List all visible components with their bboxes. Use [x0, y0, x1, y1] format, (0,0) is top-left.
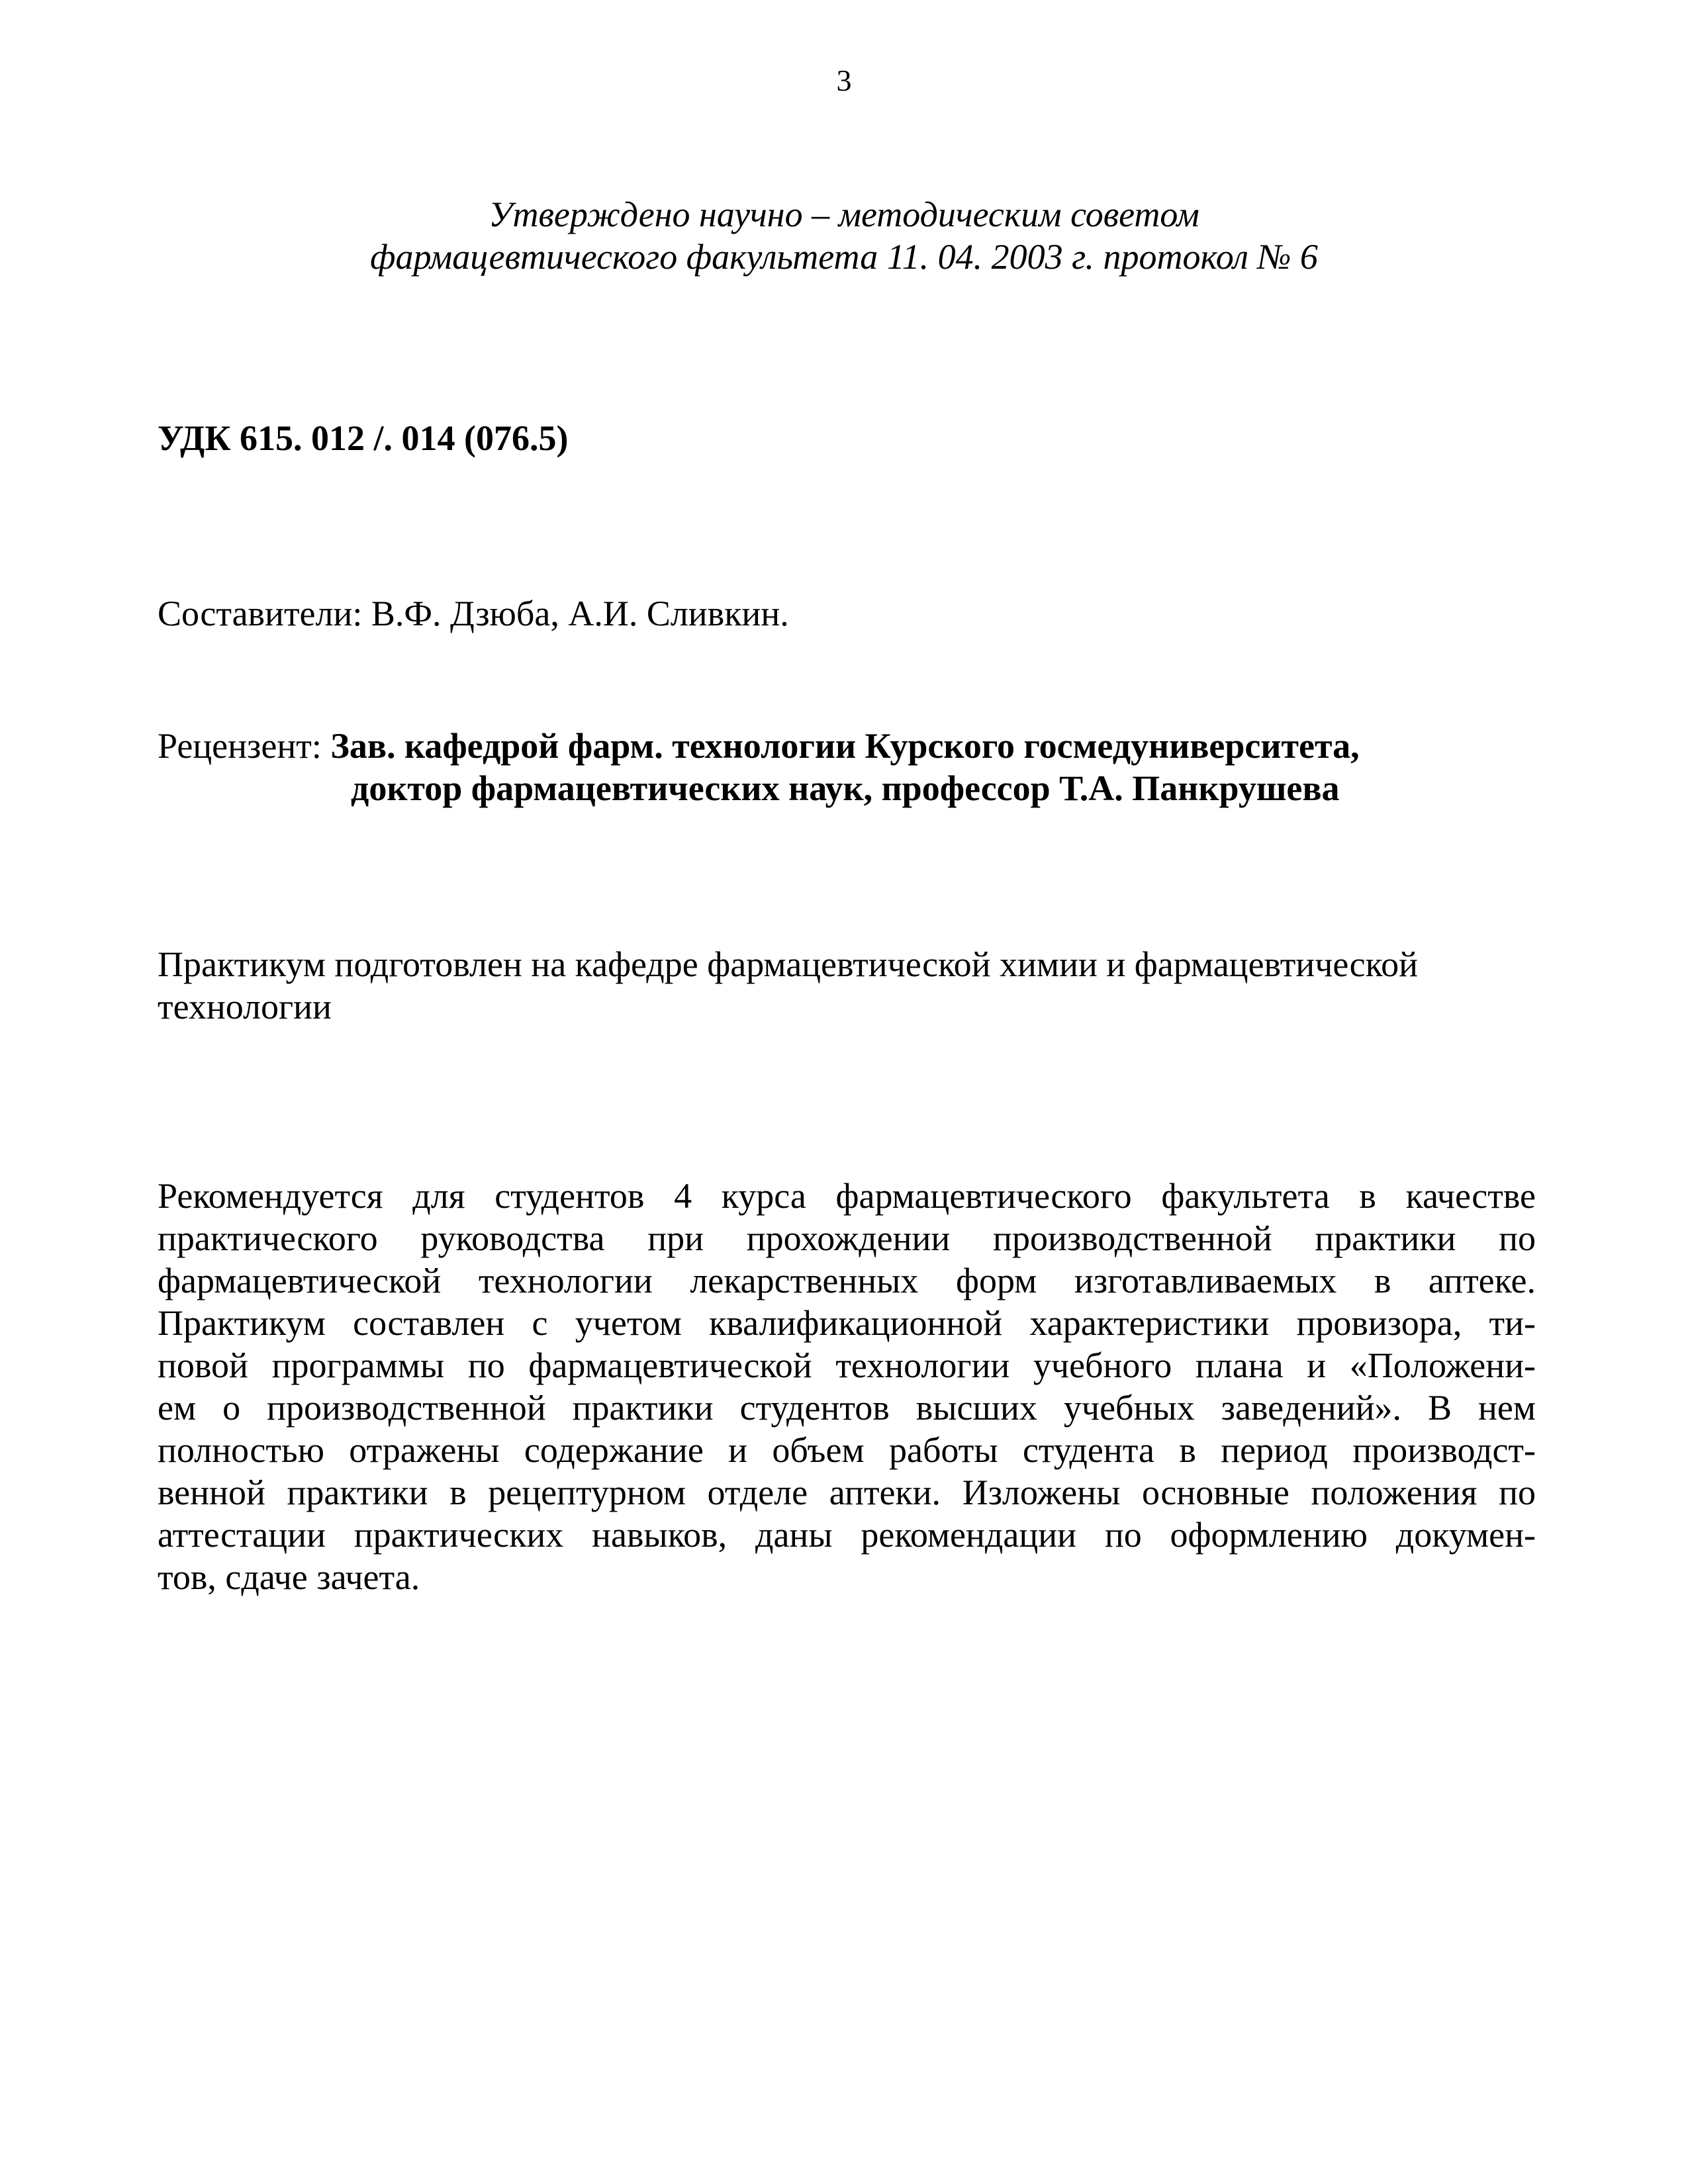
recommendation-line: фармацевтической технологии лекарственных форм изготавливаемых в аптеке. [158, 1261, 1536, 1300]
approval-note [0, 193, 1688, 278]
reviewer-line-1 [158, 725, 1548, 767]
recommendation-line: практического руководства при прохождении производственной практики по [158, 1218, 1536, 1258]
recommendation-line: венной практики в рецептурном отделе аптеки. Изложены основные положения по [158, 1473, 1536, 1512]
reviewer-degree: доктор фармацевтических наук, профессор Т.А. Панкрушева [351, 768, 1340, 808]
udk-code: УДК 615. 012 /. 014 (076.5) [158, 418, 569, 458]
recommendation-line: повой программы по фармацевтической технологии учебного плана и «Положени- [158, 1345, 1536, 1385]
recommendation-paragraph [158, 1175, 1536, 1598]
recommendation-line: полностью отражены содержание и объем работы студента в период производст- [158, 1430, 1536, 1470]
prepared-note [158, 943, 1534, 1028]
recommendation-line: ем о производственной практики студентов высших учебных заведений». В нем [158, 1388, 1536, 1428]
prepared-line-2: технологии [158, 987, 332, 1026]
reviewer-position: Зав. кафедрой фарм. технологии Курского госмедуниверситета, [330, 726, 1360, 766]
approval-line-2: фармацевтического факультета 11. 04. 2003 г. протокол № 6 [370, 237, 1318, 277]
recommendation-line: Практикум составлен с учетом квалификационной характеристики провизора, ти- [158, 1303, 1536, 1343]
recommendation-line: тов, сдаче зачета. [158, 1557, 420, 1597]
recommendation-line: Рекомендуется для студентов 4 курса фармацевтического факультета в качестве [158, 1176, 1536, 1216]
prepared-line-1: Практикум подготовлен на кафедре фармацевтической химии и фармацевтической [158, 944, 1419, 984]
authors: Составители: В.Ф. Дзюба, А.И. Сливкин. [158, 594, 789, 633]
reviewer-block [158, 725, 1548, 809]
reviewer-label: Рецензент: [158, 726, 331, 766]
recommendation-line: аттестации практических навыков, даны рекомендации по оформлению докумен- [158, 1515, 1536, 1555]
page-number: 3 [836, 64, 852, 97]
approval-line-1: Утверждено научно – методическим советом [489, 195, 1199, 234]
